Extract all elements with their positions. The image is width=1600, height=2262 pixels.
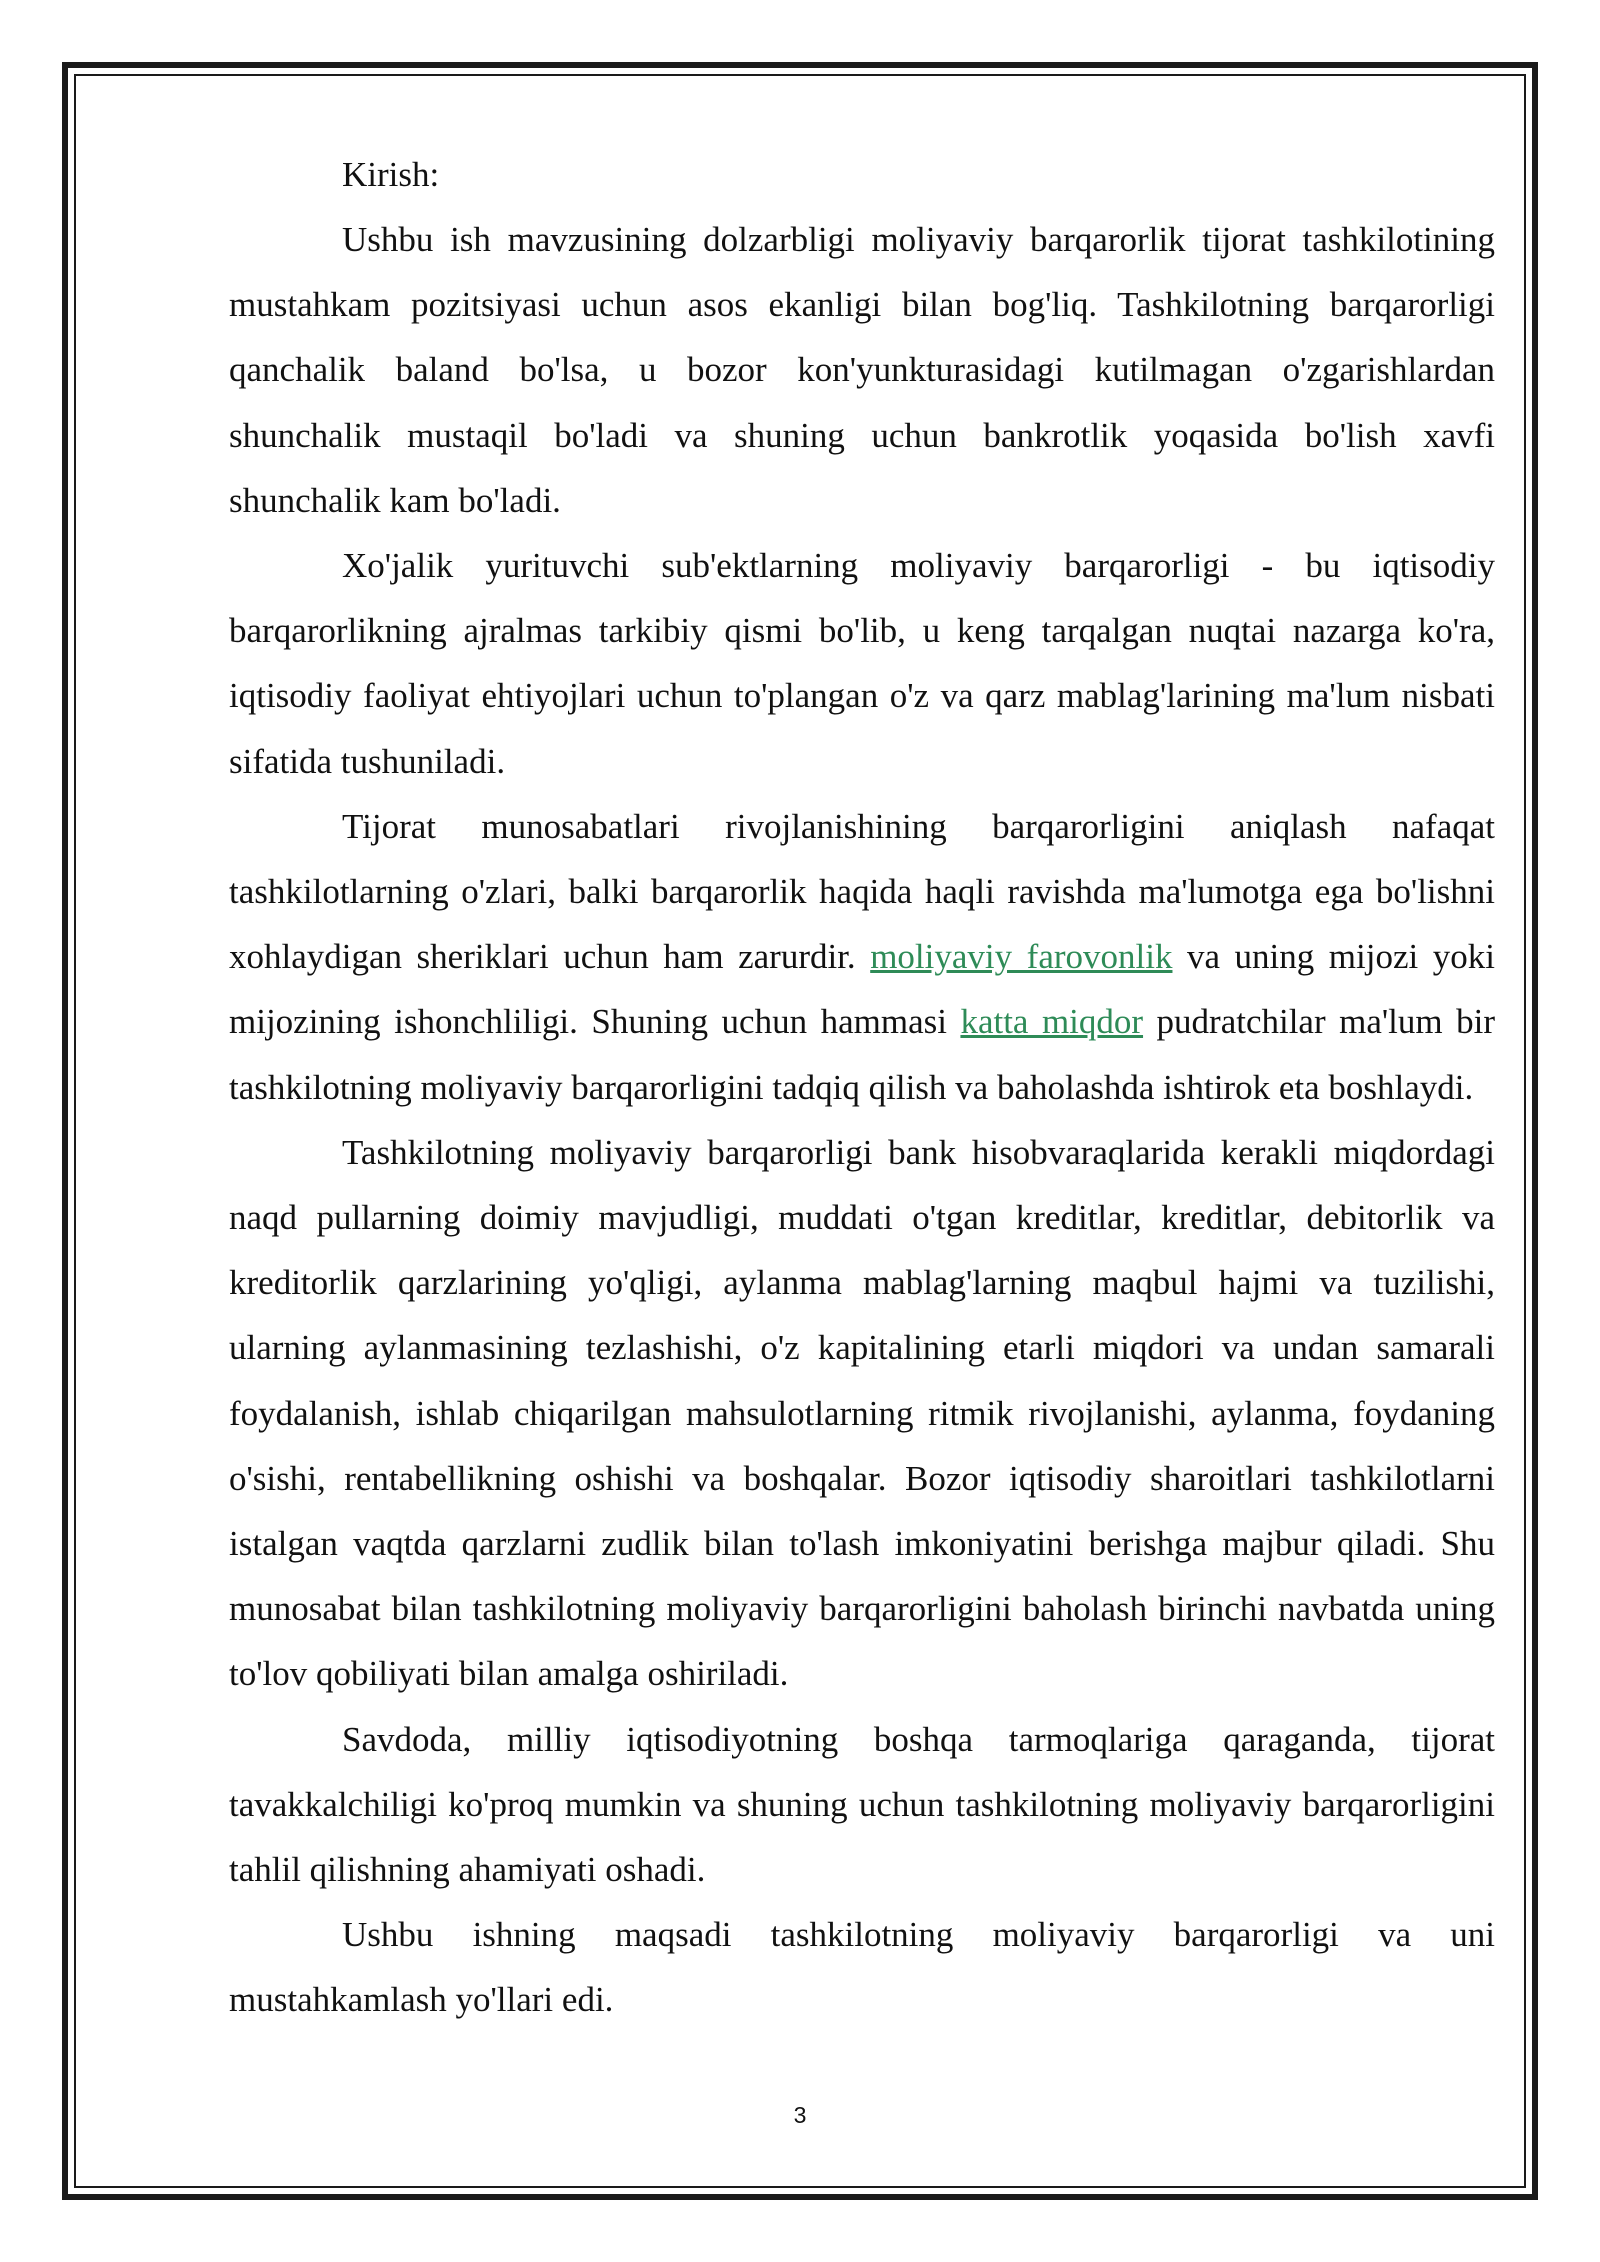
link-moliyaviy-farovonlik[interactable]: moliyaviy farovonlik — [870, 937, 1173, 977]
paragraph-3-text-b: va uning mijozi yoki mijozining ishonchliligi. Shuning uchun hammasi — [229, 937, 1495, 1042]
paragraph-4: Tashkilotning moliyaviy barqarorligi bank hisobvaraqlarida kerakli miqdordagi naqd pullarning doimiy mavjudligi, muddati o'tgan kreditlar, kreditlar, debitorlik va kreditorlik qarzlarining yo'qligi, aylanma mablag'larning maqbul hajmi va tuzilishi, ularning aylanmasining tezlashishi, o'z kapitalining etarli miqdori va undan samarali foydalanish, ishlab chiqarilgan mahsulotlarning ritmik rivojlanishi, aylanma, foydaning o'sishi, rentabellikning oshishi va boshqalar. Bozor iqtisodiy sharoitlari tashkilotlarni istalgan vaqtda qarzlarni zudlik bilan to'lash imkoniyatini berishga majbur qiladi. Shu munosabat bilan tashkilotning moliyaviy barqarorligini baholash birinchi navbatda uning to'lov qobiliyati bilan amalga oshiriladi. — [229, 1132, 1495, 1694]
paragraph-1: Ushbu ish mavzusining dolzarbligi moliyaviy barqarorlik tijorat tashkilotining mustahkam pozitsiyasi uchun asos ekanligi bilan bog'liq. Tashkilotning barqarorligi qanchalik baland bo'lsa, u bozor kon'yunkturasidagi kutilmagan o'zgarishlardan shunchalik mustaqil bo'ladi va shuning uchun bankrotlik yoqasida bo'lish xavfi shunchalik kam bo'ladi. — [229, 220, 1495, 520]
link-katta-miqdor[interactable]: katta miqdor — [960, 1002, 1144, 1042]
paragraph-2: Xo'jalik yurituvchi sub'ektlarning moliyaviy barqarorligi - bu iqtisodiy barqarorlikning ajralmas tarkibiy qismi bo'lib, u keng tarqalgan nuqtai nazarga ko'ra, iqtisodiy faoliyat ehtiyojlari uchun to'plangan o'z va qarz mablag'larining ma'lum nisbati sifatida tushuniladi. — [229, 546, 1495, 781]
paragraph-6: Ushbu ishning maqsadi tashkilotning moliyaviy barqarorligi va uni mustahkamlash yo'llari edi. — [229, 1915, 1495, 2020]
page-number: 3 — [793, 2102, 807, 2128]
paragraph-5: Savdoda, milliy iqtisodiyotning boshqa tarmoqlariga qaraganda, tijorat tavakkalchiligi ko'proq mumkin va shuning uchun tashkilotning moliyaviy barqarorligini tahlil qilishning ahamiyati oshadi. — [229, 1719, 1495, 1890]
paragraph-3-text-a: Tijorat munosabatlari rivojlanishining barqarorligini aniqlash nafaqat tashkilotlarning o'zlari, balki barqarorlik haqida haqli ravishda ma'lumotga ega bo'lishni xohlaydigan sheriklari uchun ham zarurdir. — [229, 806, 1495, 977]
section-heading: Kirish: — [342, 155, 440, 194]
paragraph-3 — [229, 794, 1495, 1120]
paragraph-3-text-c: pudratchilar ma'lum bir tashkilotning moliyaviy barqarorligini tadqiq qilish va baholashda ishtirok eta boshlaydi. — [229, 1002, 1495, 1107]
document-body — [229, 142, 1495, 2033]
